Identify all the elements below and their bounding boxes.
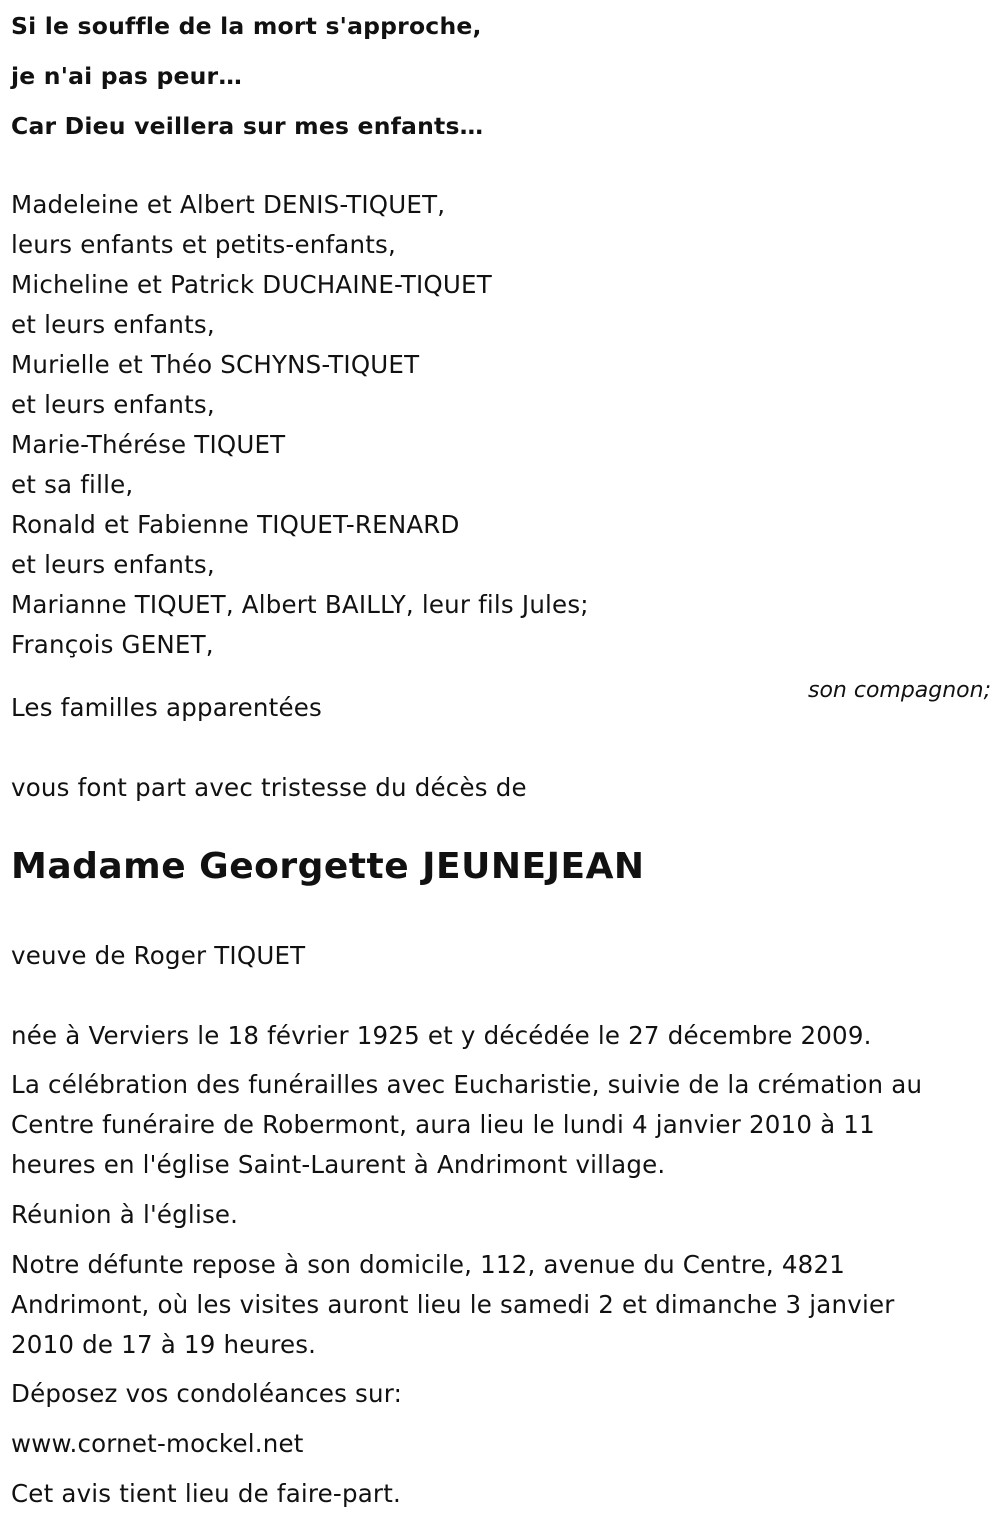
verse-line-1: Si le souffle de la mort s'approche, (11, 12, 482, 40)
visits-line: 2010 de 17 à 19 heures. (11, 1330, 317, 1359)
deceased-name: Madame Georgette JEUNEJEAN (11, 846, 645, 887)
family-line: et leurs enfants, (11, 550, 215, 579)
family-line: et sa fille, (11, 470, 134, 499)
closing-line: Cet avis tient lieu de faire-part. (11, 1479, 401, 1508)
verse-line-2: je n'ai pas peur… (11, 62, 243, 90)
family-line: Madeleine et Albert DENIS-TIQUET, (11, 190, 446, 219)
ceremony-line: Centre funéraire de Robermont, aura lieu le lundi 4 janvier 2010 à 11 (11, 1110, 875, 1139)
website-link[interactable]: www.cornet-mockel.net (11, 1429, 304, 1458)
announcement-line: vous font part avec tristesse du décès de (11, 773, 527, 802)
companion-note: son compagnon; (807, 678, 991, 703)
family-line: Marie-Thérése TIQUET (11, 430, 286, 459)
family-line: Micheline et Patrick DUCHAINE-TIQUET (11, 270, 492, 299)
meeting-line: Réunion à l'église. (11, 1200, 239, 1229)
verse-line-3: Car Dieu veillera sur mes enfants… (11, 112, 484, 140)
family-line: leurs enfants et petits-enfants, (11, 230, 397, 259)
ceremony-line: La célébration des funérailles avec Eucharistie, suivie de la crémation au (11, 1070, 923, 1099)
visits-line: Andrimont, où les visites auront lieu le samedi 2 et dimanche 3 janvier (11, 1290, 895, 1319)
ceremony-line: heures en l'église Saint-Laurent à Andrimont village. (11, 1150, 666, 1179)
family-line: Ronald et Fabienne TIQUET-RENARD (11, 510, 460, 539)
family-line: Murielle et Théo SCHYNS-TIQUET (11, 350, 420, 379)
birth-death-line: née à Verviers le 18 février 1925 et y décédée le 27 décembre 2009. (11, 1021, 872, 1050)
family-line: et leurs enfants, (11, 390, 215, 419)
widow-of-line: veuve de Roger TIQUET (11, 941, 306, 970)
family-line: Marianne TIQUET, Albert BAILLY, leur fils Jules; (11, 590, 589, 619)
family-line: et leurs enfants, (11, 310, 215, 339)
visits-line: Notre défunte repose à son domicile, 112, avenue du Centre, 4821 (11, 1250, 846, 1279)
relatives-line: Les familles apparentées (11, 693, 322, 722)
condolences-label: Déposez vos condoléances sur: (11, 1379, 403, 1408)
family-line: François GENET, (11, 630, 214, 659)
